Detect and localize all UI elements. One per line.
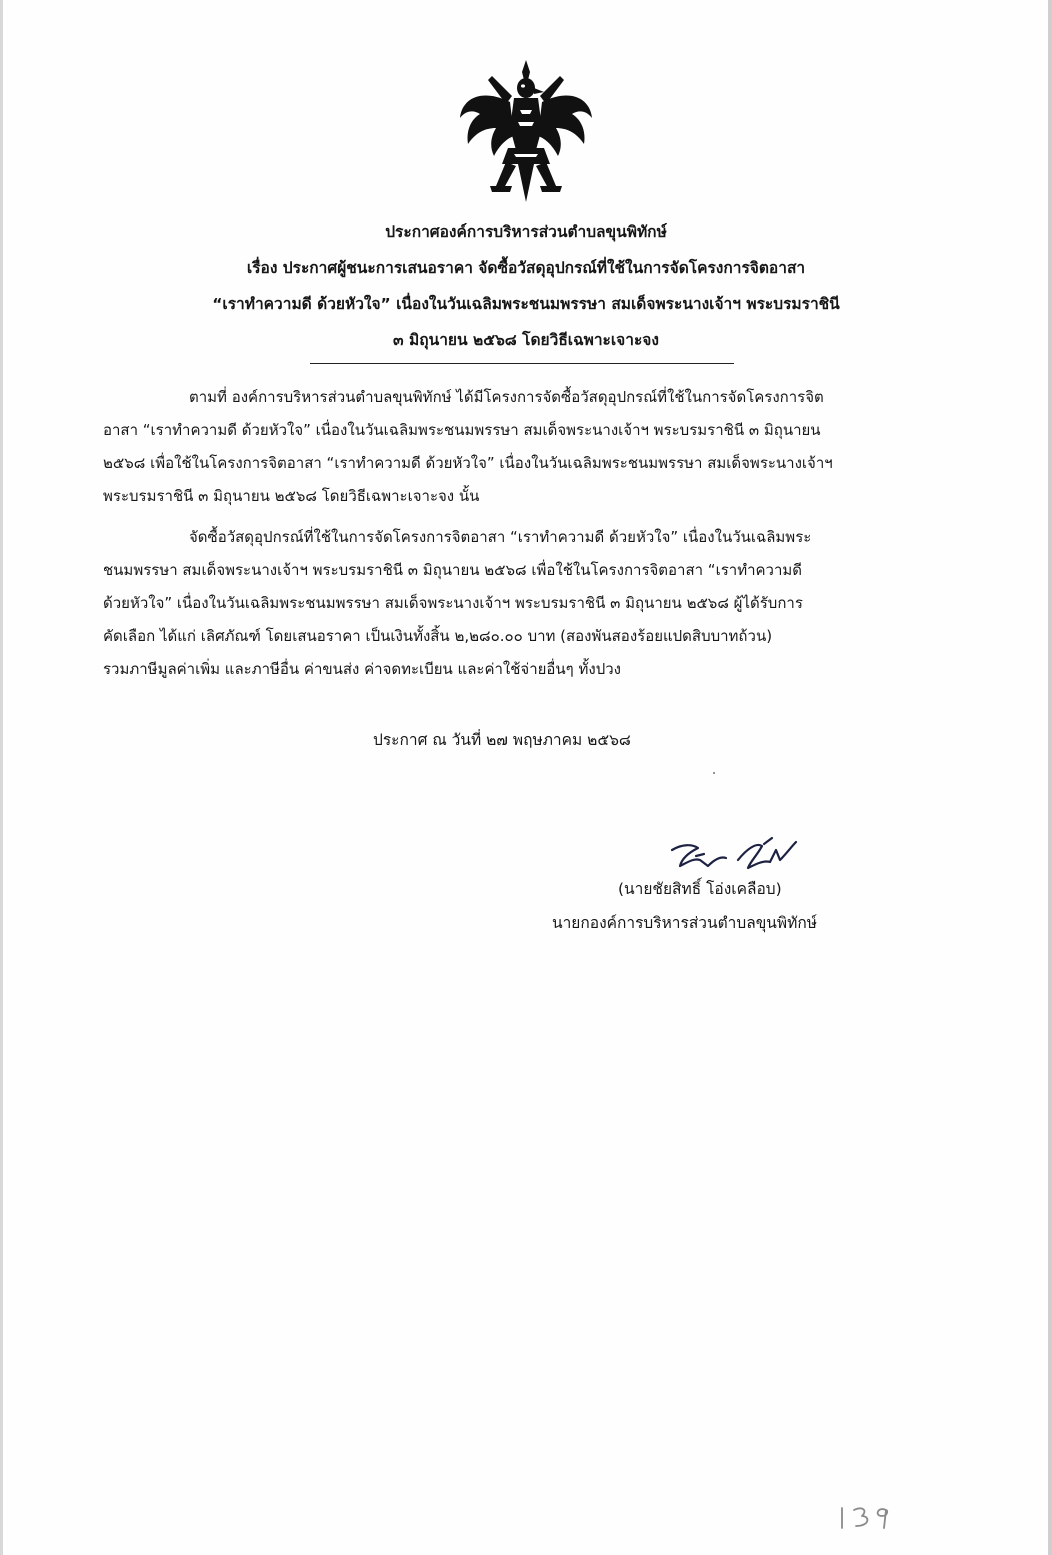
handwritten-page-number — [834, 1500, 896, 1532]
heading-line-3: “เราทำความดี ด้วยหัวใจ” เนื่องในวันเฉลิมพระชนมพรรษา สมเด็จพระนางเจ้าฯ พระบรมราชินี — [212, 295, 840, 313]
scan-speck — [713, 772, 715, 774]
paragraph-2-line: คัดเลือก ได้แก่ เลิศภัณฑ์ โดยเสนอราคา เป็นเงินทั้งสิ้น ๒,๒๘๐.๐๐ บาท (สองพันสองร้อยแปดสิบบาทถ้วน) — [103, 627, 773, 645]
paragraph-2-line: ด้วยหัวใจ” เนื่องในวันเฉลิมพระชนมพรรษา สมเด็จพระนางเจ้าฯ พระบรมราชินี ๓ มิถุนายน ๒๕๖๘ ผู้ได้รับการ — [103, 594, 803, 612]
scan-edge-right — [1048, 0, 1052, 1555]
signature-mark-icon — [668, 836, 800, 876]
paragraph-2-line: ชนมพรรษา สมเด็จพระนางเจ้าฯ พระบรมราชินี ๓ มิถุนายน ๒๕๖๘ เพื่อใช้ในโครงการจิตอาสา “เราทำความดี — [103, 561, 803, 579]
heading-divider — [310, 363, 734, 364]
announcement-date: ประกาศ ณ วันที่ ๒๗ พฤษภาคม ๒๕๖๘ — [373, 731, 631, 749]
paragraph-1-line: ๒๕๖๘ เพื่อใช้ในโครงการจิตอาสา “เราทำความดี ด้วยหัวใจ” เนื่องในวันเฉลิมพระชนมพรรษา สมเด็จพระนางเจ้าฯ — [103, 454, 833, 472]
paragraph-2 — [103, 521, 983, 686]
signatory-name: (นายชัยสิทธิ์ โอ่งเคลือบ) — [618, 880, 782, 898]
garuda-emblem-icon — [452, 58, 600, 204]
paragraph-1-line: อาสา “เราทำความดี ด้วยหัวใจ” เนื่องในวันเฉลิมพระชนมพรรษา สมเด็จพระนางเจ้าฯ พระบรมราชินี ๓ มิถุนายน — [103, 421, 821, 439]
scan-edge-left — [0, 0, 3, 1555]
announcement-heading — [60, 214, 992, 358]
heading-line-2: เรื่อง ประกาศผู้ชนะการเสนอราคา จัดซื้อวัสดุอุปกรณ์ที่ใช้ในการจัดโครงการจิตอาสา — [246, 259, 806, 277]
paragraph-2-line: รวมภาษีมูลค่าเพิ่ม และภาษีอื่น ค่าขนส่ง ค่าจดทะเบียน และค่าใช้จ่ายอื่นๆ ทั้งปวง — [103, 660, 621, 678]
paragraph-1-line: พระบรมราชินี ๓ มิถุนายน ๒๕๖๘ โดยวิธีเฉพาะเจาะจง นั้น — [103, 487, 480, 505]
paragraph-1 — [103, 381, 983, 513]
signatory-position: นายกองค์การบริหารส่วนตำบลขุนพิทักษ์ — [552, 914, 817, 932]
paragraph-1-line: ตามที่ องค์การบริหารส่วนตำบลขุนพิทักษ์ ได้มีโครงการจัดซื้อวัสดุอุปกรณ์ที่ใช้ในการจัดโครงการจิต — [189, 388, 824, 406]
heading-line-1: ประกาศองค์การบริหารส่วนตำบลขุนพิทักษ์ — [385, 223, 667, 241]
heading-line-4: ๓ มิถุนายน ๒๕๖๘ โดยวิธีเฉพาะเจาะจง — [393, 331, 659, 349]
paragraph-2-line: จัดซื้อวัสดุอุปกรณ์ที่ใช้ในการจัดโครงการจิตอาสา “เราทำความดี ด้วยหัวใจ” เนื่องในวันเฉลิมพระ — [189, 528, 812, 546]
